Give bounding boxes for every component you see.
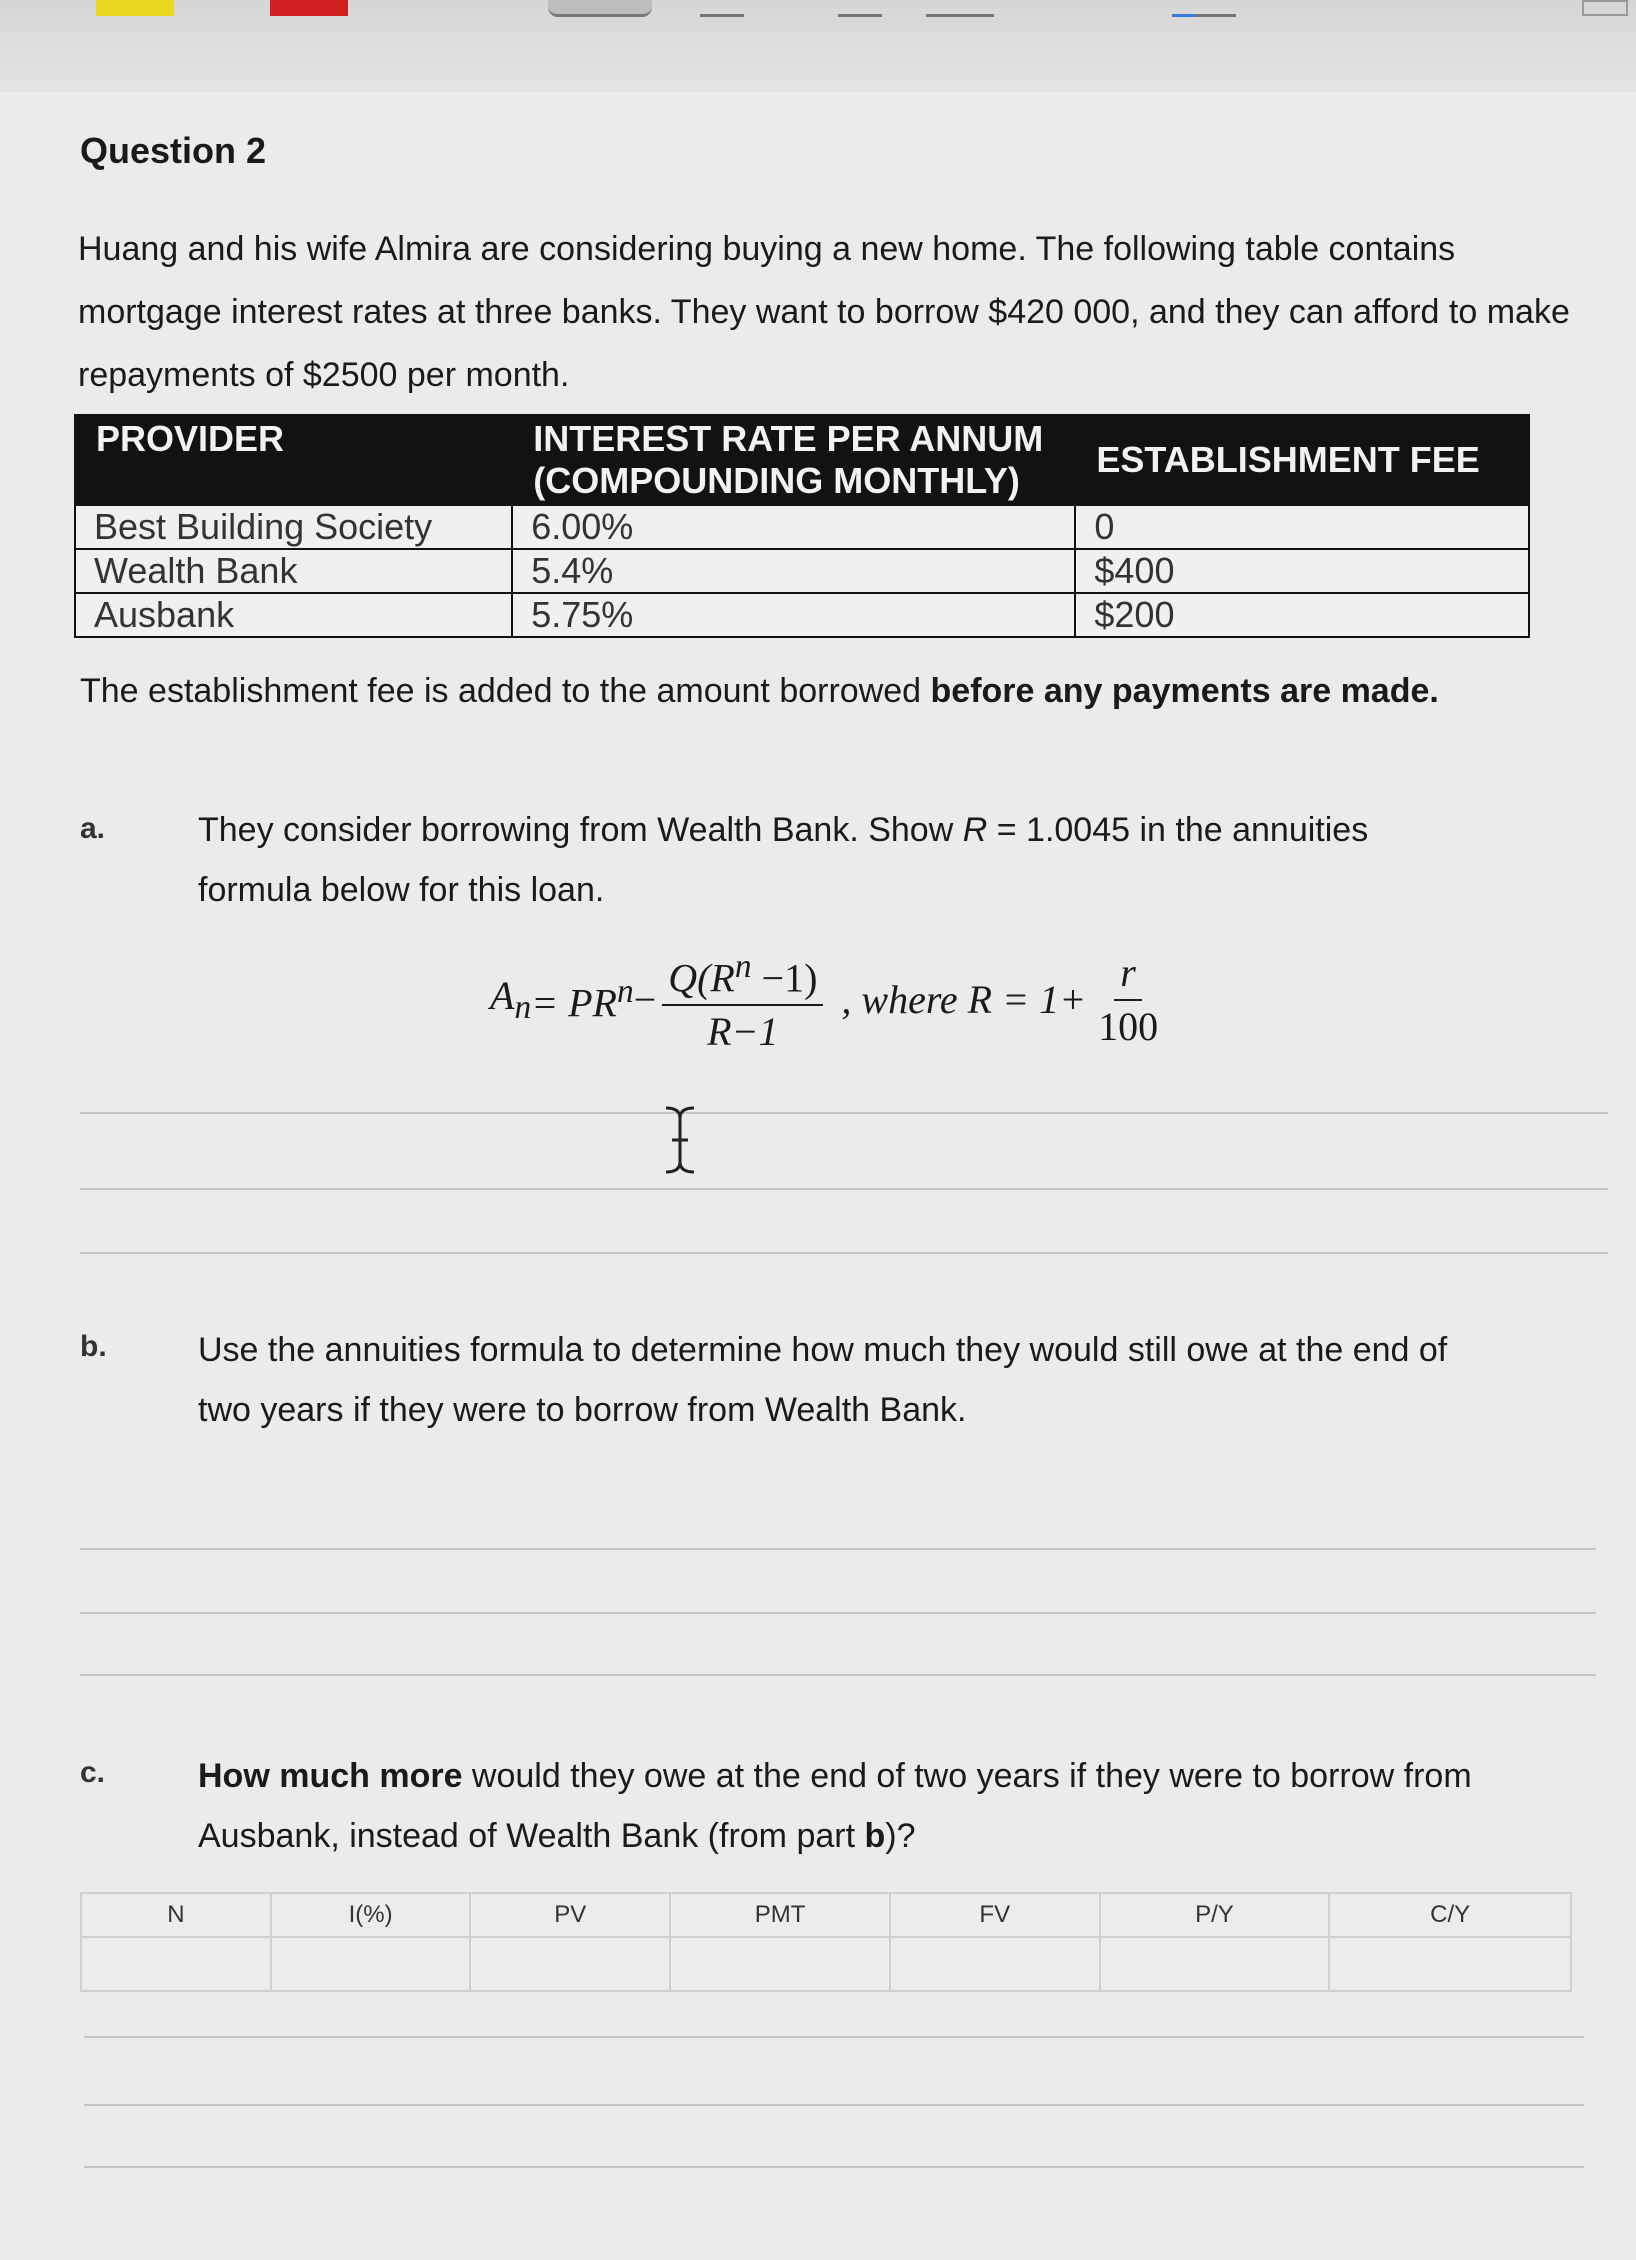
tvm-header-cy: C/Y — [1329, 1893, 1571, 1937]
formula-minus: − — [633, 977, 657, 1023]
part-c-text: would they owe at the end of two years if they were to borrow from — [462, 1757, 1472, 1795]
tvm-header-row — [81, 1893, 1571, 1937]
part-a-text: They consider borrowing from Wealth Bank. Show — [198, 811, 963, 849]
part-a-text-rest: = 1.0045 in the annuities — [987, 811, 1369, 849]
formula-numerator — [662, 945, 823, 1006]
question-title: Question 2 — [80, 130, 267, 171]
formula-where — [841, 976, 1086, 1023]
formula-denominator — [701, 1006, 784, 1054]
answer-line[interactable] — [80, 1188, 1608, 1190]
fee-cell: 0 — [1075, 505, 1529, 549]
tvm-header-n: N — [81, 1893, 271, 1937]
part-b-label: b. — [80, 1330, 107, 1363]
part-c-line-1 — [198, 1746, 1558, 1806]
header-rate-line-2: (COMPOUNDING MONTHLY) — [533, 460, 1020, 501]
fee-note-text: The establishment fee is added to the amount borrowed — [80, 672, 931, 710]
part-a-line-2: formula below for this loan. — [198, 871, 605, 909]
tvm-header-pv: PV — [470, 1893, 670, 1937]
part-c-line-2-text: Ausbank, instead of Wealth Bank (from part — [198, 1817, 865, 1855]
tvm-input-row — [81, 1937, 1571, 1991]
part-a-var-r: R — [962, 811, 988, 849]
tvm-input-interest[interactable] — [271, 1937, 471, 1991]
answer-line[interactable] — [84, 2036, 1584, 2038]
formula-a: A — [490, 973, 515, 1019]
toolbar-tool[interactable] — [548, 0, 652, 17]
formula-pr: = PR — [531, 980, 617, 1026]
tvm-input-pv[interactable] — [470, 1937, 670, 1991]
formula-fraction — [662, 945, 823, 1054]
formula-num-q: Q(R — [668, 955, 735, 1001]
tvm-header-py: P/Y — [1100, 1893, 1330, 1937]
tvm-header-interest: I(%) — [271, 1893, 471, 1937]
formula-eq — [531, 973, 634, 1026]
rate-cell: 5.75% — [512, 593, 1075, 637]
part-c-question — [198, 1746, 1558, 1866]
part-c-ref-bold: b — [864, 1817, 886, 1855]
answer-line[interactable] — [80, 1112, 1608, 1114]
table-row — [75, 593, 1529, 637]
header-establishment-fee: ESTABLISHMENT FEE — [1075, 415, 1529, 505]
part-b-line-2: two years if they were to borrow from Wealth Bank. — [198, 1391, 967, 1429]
header-rate-line-1: INTEREST RATE PER ANNUM — [533, 418, 1044, 459]
text-cursor-icon — [660, 1104, 700, 1176]
tvm-header-fv: FV — [890, 1893, 1100, 1937]
toolbar-tool[interactable] — [700, 0, 744, 17]
annuities-formula — [490, 945, 1170, 1054]
highlight-swatch-red[interactable] — [270, 0, 348, 16]
rate-cell: 6.00% — [512, 505, 1075, 549]
top-toolbar-strip — [0, 0, 1636, 94]
establishment-fee-note — [80, 672, 1439, 711]
part-c-line-2 — [198, 1806, 1558, 1866]
tvm-input-fv[interactable] — [890, 1937, 1100, 1991]
tvm-input-cy[interactable] — [1329, 1937, 1571, 1991]
provider-cell: Ausbank — [75, 593, 512, 637]
answer-line[interactable] — [80, 1612, 1596, 1614]
answer-line[interactable] — [80, 1252, 1608, 1254]
header-provider: PROVIDER — [75, 415, 512, 505]
formula-where-text: , where R = 1+ — [841, 977, 1087, 1023]
header-interest-rate — [512, 415, 1075, 505]
formula-r: r — [1120, 949, 1136, 995]
fee-note-bold: before any payments are made. — [930, 672, 1439, 710]
toolbar-tool[interactable] — [926, 0, 994, 17]
part-a-line-1 — [198, 800, 1558, 860]
part-b-question — [198, 1320, 1558, 1440]
tvm-input-pmt[interactable] — [670, 1937, 890, 1991]
formula-sup-n: n — [616, 973, 634, 1010]
table-row — [75, 505, 1529, 549]
formula-r-fraction — [1092, 951, 1164, 1049]
formula-num-sup: n — [734, 948, 752, 985]
answer-line[interactable] — [84, 2166, 1584, 2168]
toolbar-tool[interactable] — [1196, 0, 1236, 17]
table-header-row — [75, 415, 1529, 505]
part-c-label: c. — [80, 1756, 106, 1789]
tvm-solver-table — [80, 1892, 1572, 1992]
answer-line[interactable] — [80, 1674, 1596, 1676]
formula-sub-n: n — [514, 989, 532, 1027]
rate-cell: 5.4% — [512, 549, 1075, 593]
formula-lhs — [490, 972, 531, 1027]
fee-cell: $200 — [1075, 593, 1529, 637]
fee-cell: $400 — [1075, 549, 1529, 593]
tvm-input-n[interactable] — [81, 1937, 271, 1991]
part-c-line-2-end: )? — [885, 1817, 916, 1855]
formula-r-numerator — [1114, 951, 1142, 1001]
part-b-line-1: Use the annuities formula to determine how much they would still owe at the end of — [198, 1331, 1448, 1369]
provider-cell: Wealth Bank — [75, 549, 512, 593]
interest-rates-table — [74, 414, 1530, 638]
toolbar-tool[interactable] — [1582, 0, 1628, 16]
part-a-question — [198, 800, 1558, 920]
formula-den-text: R−1 — [707, 1009, 779, 1055]
part-a-label: a. — [80, 812, 106, 845]
table-row — [75, 549, 1529, 593]
highlight-swatch-yellow[interactable] — [96, 0, 174, 16]
answer-line[interactable] — [80, 1548, 1596, 1550]
tvm-header-pmt: PMT — [670, 1893, 890, 1937]
tvm-input-py[interactable] — [1100, 1937, 1330, 1991]
intro-paragraph: Huang and his wife Almira are considering buying a new home. The following table contains mortgage interest rates at three banks. They want to borrow $420 000, and they can afford to make repayments of $2500 per month. — [78, 230, 1570, 394]
answer-line[interactable] — [84, 2104, 1584, 2106]
toolbar-tool[interactable] — [838, 0, 882, 17]
provider-cell: Best Building Society — [75, 505, 512, 549]
formula-num-rest: −1) — [751, 955, 818, 1001]
part-c-bold: How much more — [198, 1757, 463, 1795]
formula-r-denominator: 100 — [1098, 1003, 1159, 1049]
